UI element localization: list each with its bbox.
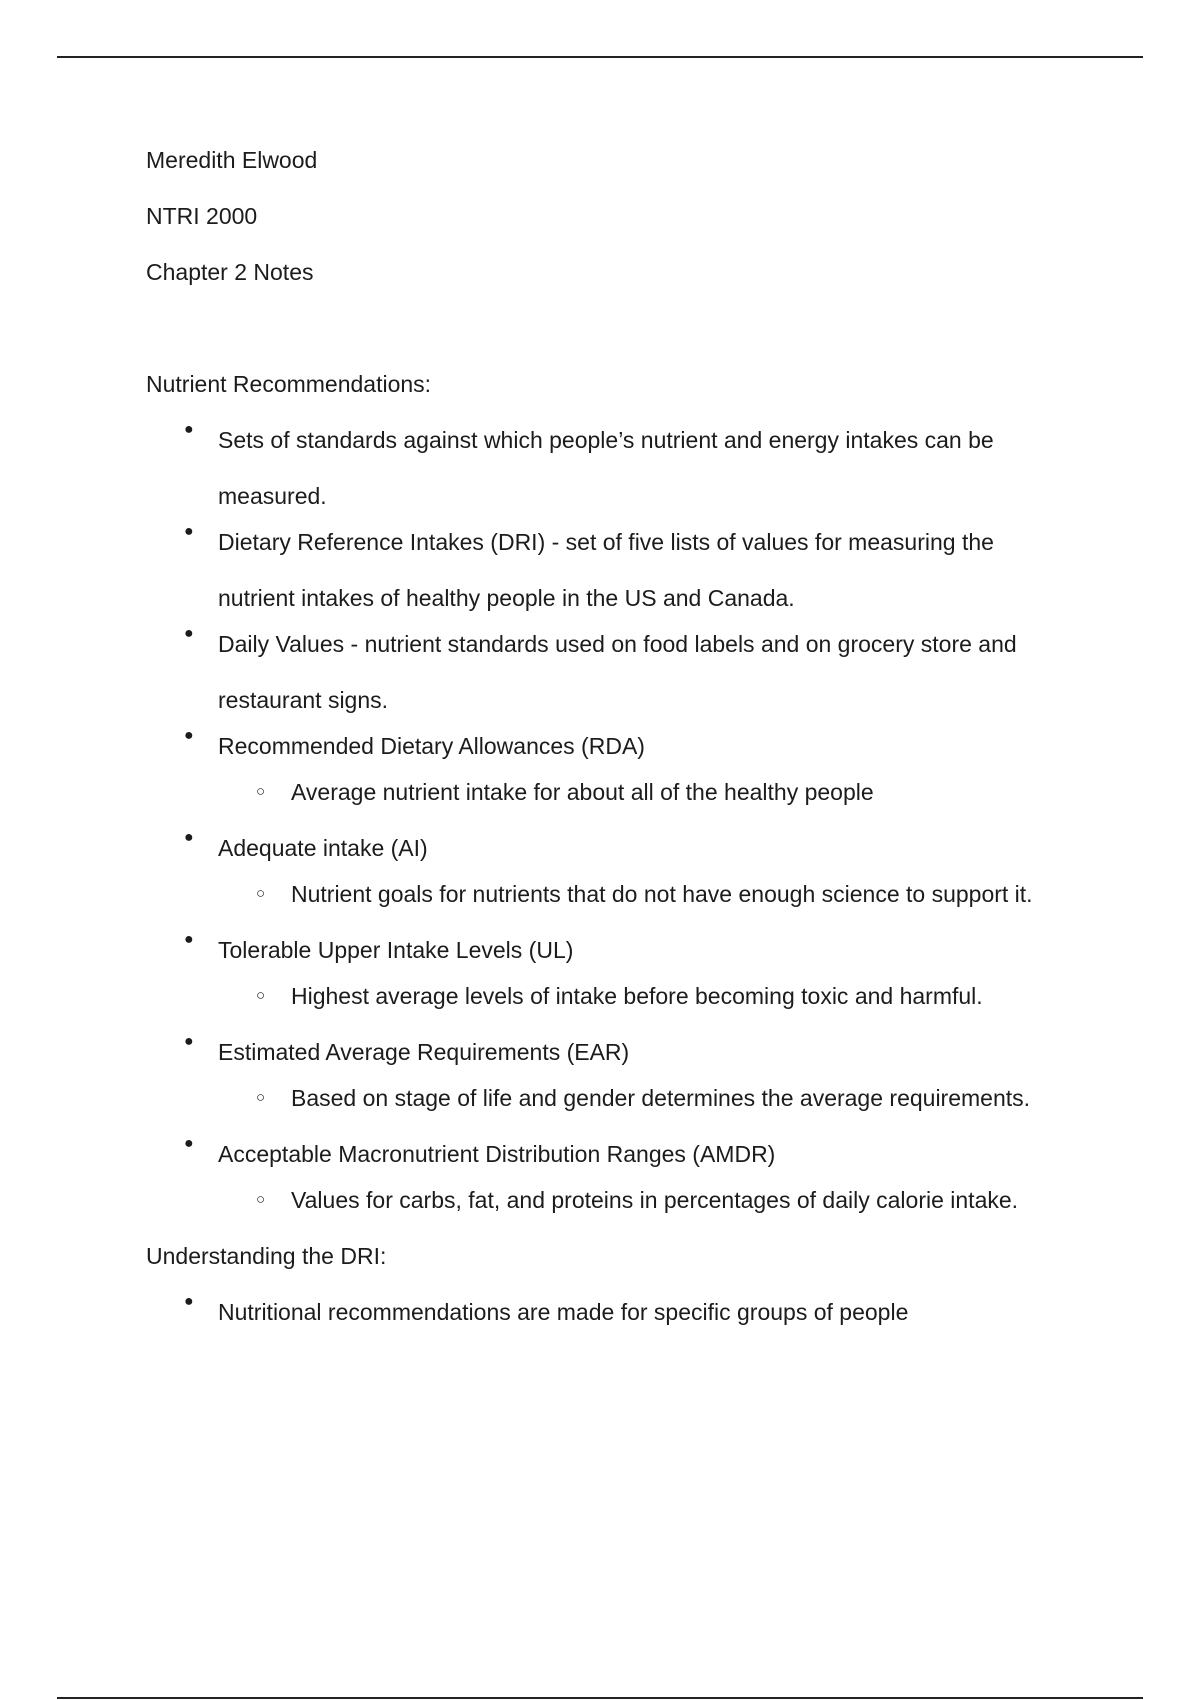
list-item-text: Adequate intake (AI) [218,835,428,861]
sub-list-item-text: Based on stage of life and gender determines the average requirements. [291,1085,1031,1111]
bottom-rule [57,1697,1143,1699]
list-item [146,1284,1086,1340]
circle-bullet-icon: ○ [256,987,266,1004]
list-item [146,922,1086,978]
document-title: Chapter 2 Notes [146,259,314,285]
bullet-icon: ● [184,625,194,642]
sub-list-item-text: Highest average levels of intake before becoming toxic and harmful. [291,983,983,1009]
circle-bullet-icon: ○ [256,1089,266,1106]
document-body [146,142,1086,1340]
list-item-text: Nutritional recommendations are made for specific groups of people [218,1299,909,1325]
sub-list-item-text: Nutrient goals for nutrients that do not have enough science to support it. [291,881,1033,907]
bullet-icon: ● [184,727,194,744]
list-item [146,514,1086,626]
list-item-text: Sets of standards against which people’s nutrient and energy intakes can be measured. [218,427,994,509]
circle-bullet-icon: ○ [256,1191,266,1208]
circle-bullet-icon: ○ [256,885,266,902]
bullet-icon: ● [184,1033,194,1050]
list-item-text: Recommended Dietary Allowances (RDA) [218,733,645,759]
list-item [146,1024,1086,1080]
list-item-text: Acceptable Macronutrient Distribution Ranges (AMDR) [218,1141,776,1167]
list-item [146,616,1086,728]
bullet-icon: ● [184,829,194,846]
list-item-text: Daily Values - nutrient standards used on food labels and on grocery store and restaurant signs. [218,631,1017,713]
list-item [146,718,1086,774]
circle-bullet-icon: ○ [256,783,266,800]
top-rule [57,56,1143,58]
list-item [146,1126,1086,1182]
list-item-text: Dietary Reference Intakes (DRI) - set of five lists of values for measuring the nutrient intakes of healthy people in the US and Canada. [218,529,994,611]
bullet-icon: ● [184,523,194,540]
bullet-icon: ● [184,421,194,438]
bullet-icon: ● [184,1135,194,1152]
list-item-text: Estimated Average Requirements (EAR) [218,1039,630,1065]
bullet-icon: ● [184,931,194,948]
section-heading-nutrient-recommendations: Nutrient Recommendations: [146,371,432,397]
spacer [146,310,1086,366]
list-item [146,820,1086,876]
section-heading-understanding-dri: Understanding the DRI: [146,1243,387,1269]
course-code: NTRI 2000 [146,203,258,229]
author-name: Meredith Elwood [146,147,318,173]
sub-list-item [146,1182,1086,1238]
list-item [146,412,1086,524]
bullet-icon: ● [184,1293,194,1310]
sub-list-item-text: Average nutrient intake for about all of the healthy people [291,779,874,805]
list-item-text: Tolerable Upper Intake Levels (UL) [218,937,574,963]
sub-list-item-text: Values for carbs, fat, and proteins in percentages of daily calorie intake. [291,1187,1019,1213]
